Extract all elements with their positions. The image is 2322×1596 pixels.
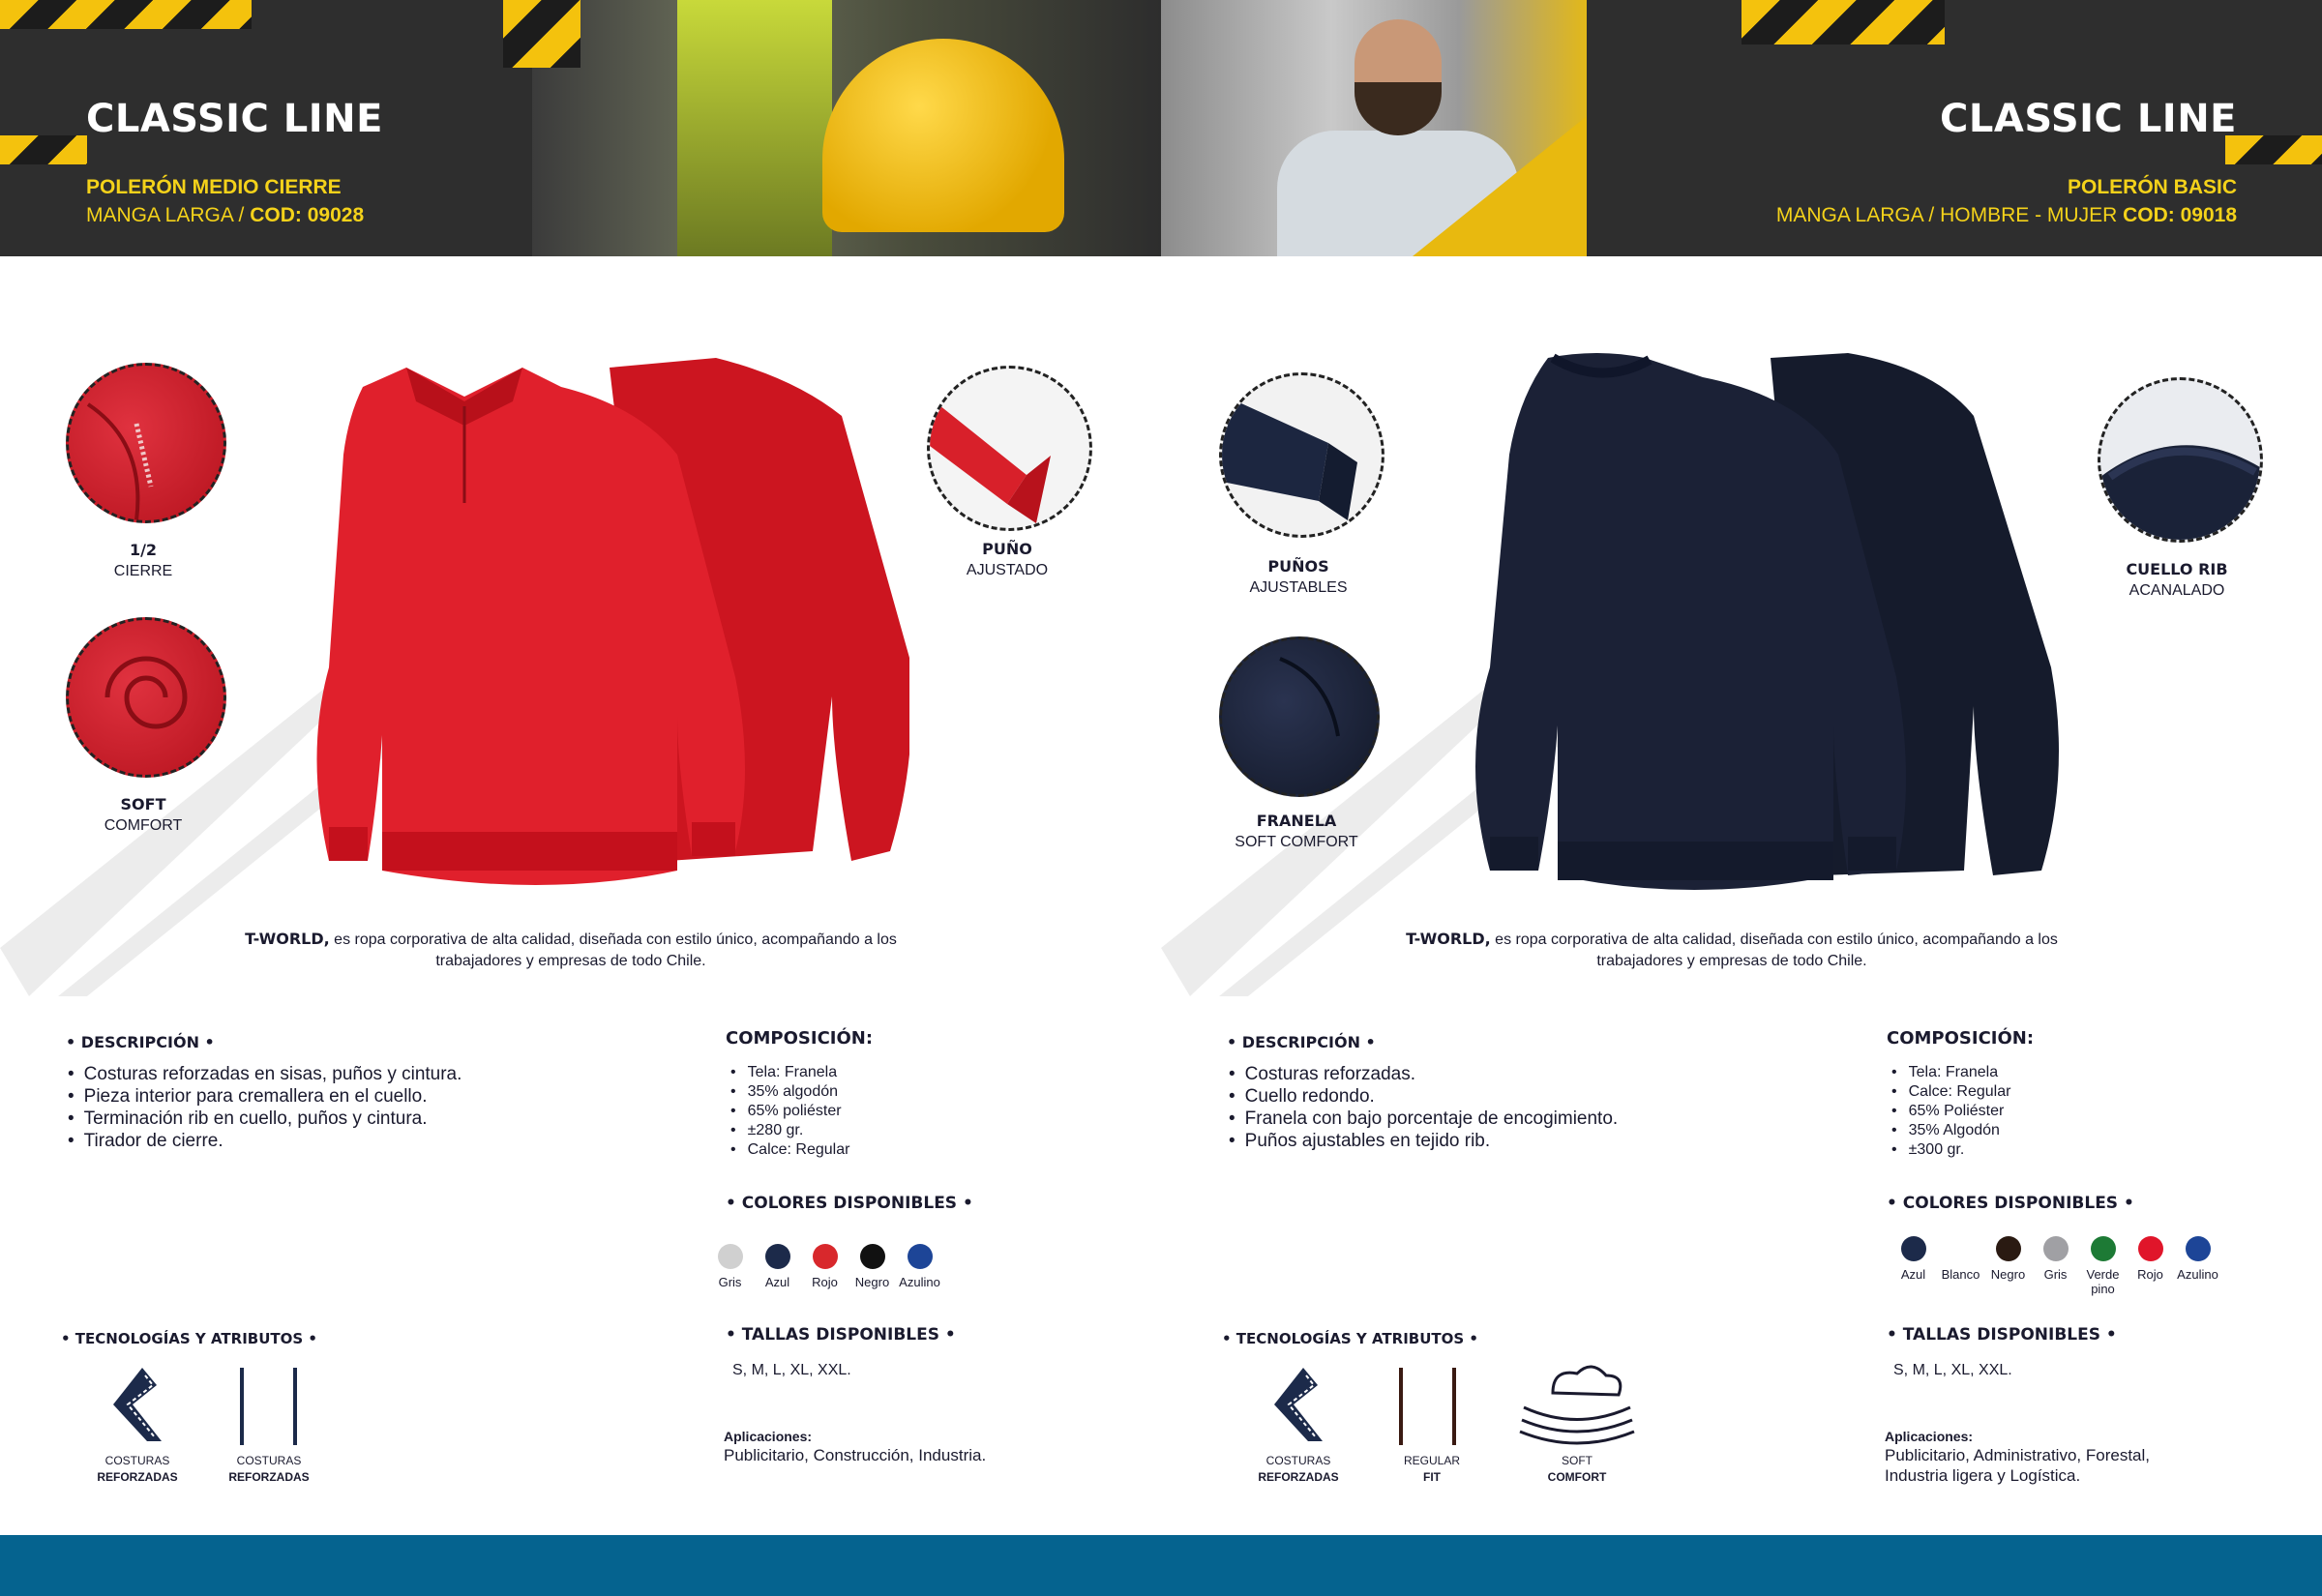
color-option[interactable]: Rojo [801, 1244, 848, 1289]
color-dot [765, 1244, 790, 1269]
list-item: • Tela: Franela [1891, 1063, 2010, 1082]
list-item: • 65% poliéster [730, 1102, 849, 1121]
color-dot [2138, 1236, 2163, 1261]
right-composition-title: COMPOSICIÓN: [1887, 1028, 2035, 1049]
color-option[interactable]: Negro [848, 1244, 896, 1289]
right-product-code: COD: 09018 [2123, 204, 2237, 226]
left-description-title: • DESCRIPCIÓN • [66, 1033, 215, 1051]
left-product-code: COD: 09028 [250, 204, 365, 226]
tech-label: COSTURAS REFORZADAS [97, 1454, 178, 1484]
left-intro-text: T-WORLD, es ropa corporativa de alta calidad, diseñada con estilo único, acompañando a los trabajadores y empresas de todo Chile. [245, 930, 897, 969]
regular-fit-icon [1396, 1366, 1464, 1448]
color-option[interactable]: Verde pino [2079, 1236, 2127, 1296]
color-dot [1901, 1236, 1926, 1261]
left-sizes-value: S, M, L, XL, XXL. [732, 1362, 851, 1378]
color-option[interactable]: Negro [1984, 1236, 2032, 1296]
yellow-helmet [822, 39, 1064, 232]
list-item: • Cuello redondo. [1229, 1085, 1618, 1108]
feature-label-flannel: FRANELA SOFT COMFORT [1235, 812, 1358, 850]
left-tech-title: • TECNOLOGÍAS Y ATRIBUTOS • [61, 1330, 318, 1347]
list-item: • 35% algodón [730, 1082, 849, 1102]
left-product-name: POLERÓN MEDIO CIERRE [86, 176, 342, 198]
left-apps-text: Publicitario, Construcción, Industria. [724, 1446, 987, 1464]
feature-label-collar: CUELLO RIB ACANALADO [2126, 560, 2228, 599]
tech-label: COSTURAS REFORZADAS [1258, 1454, 1339, 1484]
footer-bar [0, 1535, 2322, 1596]
left-description-list [68, 1063, 461, 1152]
color-dot [1949, 1236, 1974, 1261]
list-item: • Calce: Regular [1891, 1082, 2010, 1102]
right-sizes-value: S, M, L, XL, XXL. [1893, 1362, 2012, 1378]
red-half-zip-sweater [252, 348, 909, 890]
left-color-list [706, 1244, 943, 1289]
right-product-sub: MANGA LARGA / HOMBRE - MUJER COD: 09018 [1775, 204, 2237, 226]
list-item: • 35% Algodón [1891, 1121, 2010, 1140]
right-apps-text: Publicitario, Administrativo, Forestal, Industria ligera y Logística. [1885, 1446, 2150, 1485]
tech-label: REGULAR FIT [1403, 1454, 1460, 1484]
right-intro-text: T-WORLD, es ropa corporativa de alta calidad, diseñada con estilo único, acompañando a los trabajadores y empresas de todo Chile. [1406, 930, 2058, 969]
list-item: • Costuras reforzadas. [1229, 1063, 1618, 1085]
color-option[interactable]: Azul [754, 1244, 801, 1289]
right-description-list [1229, 1063, 1618, 1152]
list-item: • 65% Poliéster [1891, 1102, 2010, 1121]
seam-lines-icon [237, 1366, 305, 1448]
navy-crew-sweater [1393, 348, 2070, 890]
list-item: • Puños ajustables en tejido rib. [1229, 1130, 1618, 1152]
color-dot [2043, 1236, 2069, 1261]
color-option[interactable]: Azulino [896, 1244, 943, 1289]
helmet-photo [532, 0, 1161, 256]
list-item: • Tirador de cierre. [68, 1130, 461, 1152]
right-composition-list [1891, 1063, 2010, 1160]
cuffs-detail-swatch [1219, 372, 1384, 538]
list-item: • Calce: Regular [730, 1140, 849, 1160]
left-product-sub: MANGA LARGA / COD: 09028 [86, 204, 365, 226]
hazard-stripe [2225, 135, 2322, 164]
soft-comfort-icon [1514, 1354, 1640, 1451]
feature-label-cuff: PUÑO AJUSTADO [966, 540, 1049, 578]
tech-label: SOFT COMFORT [1547, 1454, 1607, 1484]
right-apps-title: Aplicaciones: [1885, 1429, 1974, 1444]
cuff-detail-swatch [927, 366, 1092, 531]
list-item: • Terminación rib en cuello, puños y cintura. [68, 1108, 461, 1130]
hazard-stripe [0, 135, 87, 164]
right-color-list [1890, 1236, 2221, 1296]
collar-detail-swatch [2098, 377, 2263, 543]
fabric-detail-swatch [66, 617, 226, 778]
reinforced-seam-icon [108, 1366, 166, 1443]
right-header-title: CLASSIC LINE [1940, 97, 2237, 141]
worker-vest [677, 0, 832, 256]
left-composition-list [730, 1063, 849, 1160]
list-item: • Pieza interior para cremallera en el cuello. [68, 1085, 461, 1108]
feature-label-zip: 1/2 CIERRE [113, 541, 173, 579]
hazard-stripe [1742, 0, 1945, 44]
color-option[interactable]: Blanco [1937, 1236, 1984, 1296]
color-option[interactable]: Gris [706, 1244, 754, 1289]
reinforced-seam-icon [1269, 1366, 1327, 1443]
color-dot [908, 1244, 933, 1269]
left-apps-title: Aplicaciones: [724, 1429, 813, 1444]
hazard-stripe [0, 0, 252, 29]
color-option[interactable]: Gris [2032, 1236, 2079, 1296]
color-dot [860, 1244, 885, 1269]
color-option[interactable]: Azul [1890, 1236, 1937, 1296]
color-dot [2091, 1236, 2116, 1261]
left-sizes-title: • TALLAS DISPONIBLES • [726, 1325, 956, 1345]
zipper-detail-swatch [66, 363, 226, 523]
color-dot [1996, 1236, 2021, 1261]
color-option[interactable]: Rojo [2127, 1236, 2174, 1296]
right-tech-title: • TECNOLOGÍAS Y ATRIBUTOS • [1222, 1330, 1479, 1347]
list-item: • Costuras reforzadas en sisas, puños y cintura. [68, 1063, 461, 1085]
feature-label-soft: SOFT COMFORT [104, 795, 183, 834]
color-dot [2186, 1236, 2211, 1261]
flannel-detail-swatch [1219, 636, 1380, 797]
hazard-stripe [503, 0, 580, 68]
right-colors-title: • COLORES DISPONIBLES • [1887, 1194, 2134, 1213]
right-description-title: • DESCRIPCIÓN • [1227, 1033, 1376, 1051]
tech-label: COSTURAS REFORZADAS [228, 1454, 310, 1484]
list-item: • Franela con bajo porcentaje de encogimiento. [1229, 1108, 1618, 1130]
color-option[interactable]: Azulino [2174, 1236, 2221, 1296]
feature-label-cuffs: PUÑOS AJUSTABLES [1249, 557, 1348, 596]
list-item: • ±280 gr. [730, 1121, 849, 1140]
left-colors-title: • COLORES DISPONIBLES • [726, 1194, 973, 1213]
list-item: • ±300 gr. [1891, 1140, 2010, 1160]
list-item: • Tela: Franela [730, 1063, 849, 1082]
yellow-accent [1413, 116, 1587, 256]
man-photo [1161, 0, 1587, 256]
right-product-name: POLERÓN BASIC [2067, 176, 2237, 198]
color-dot [813, 1244, 838, 1269]
header-banner [0, 0, 2322, 256]
left-header-title: CLASSIC LINE [86, 97, 383, 141]
color-dot [718, 1244, 743, 1269]
right-sizes-title: • TALLAS DISPONIBLES • [1887, 1325, 2117, 1345]
left-composition-title: COMPOSICIÓN: [726, 1028, 874, 1049]
